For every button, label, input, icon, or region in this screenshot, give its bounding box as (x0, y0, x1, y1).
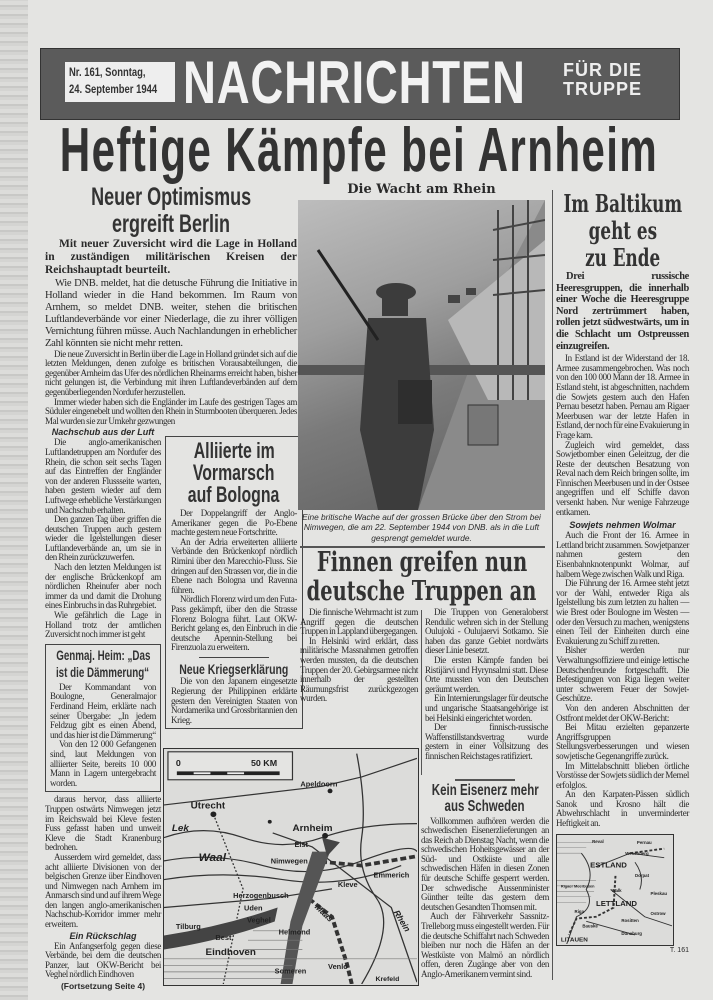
label-maas: Maas (312, 902, 336, 924)
baltikum-body: In Estland ist der Widerstand der 18. Armee zusammengebrochen. Was noch von den 100 000 Mann der 18. Armee in Estland steht, ist abgeschnitten, nachdem die Sowjets gestern auch den Hafen Pernau besetzt haben. Pernau am Rigaer Meerbusen war der letzte Hafen in Estland, der noch für eine Evakuierung in Frage kam. Zugleich wird gemeldet, dass Sowjetbomber einen Geleitzug, der die Reste der deutschen Besatzung von Reval nach dem Reich bringen sollte, im Finnischen Meerbusen und in der Ostsee angegriffen und elf Schiffe davon versenkt haben. Nur wenige Fahrzeuge entkamen. (556, 353, 689, 517)
label-veghel: Veghel (247, 915, 271, 925)
label-lettland: LETTLAND (595, 898, 638, 908)
subhead-nachschub: Nachschub aus der Luft (51, 427, 155, 438)
label-pernau: Pernau (636, 839, 652, 845)
label-rositten: Rositten (621, 917, 639, 923)
heim-headline-1: Genmaj. Heim: „Das (55, 646, 151, 663)
scale-start: 0 (175, 758, 181, 768)
label-pleskau: Pleskau (650, 890, 668, 896)
issue-date: 24. September 1944 (69, 84, 158, 96)
berlin-para-3: Immer wieder haben sich die Engländer im Laufe des gestrigen Tages am Süduler eingenebelt und wollten den Rhein in Sturmbooten überqueren. Jedes Mal wurden sie zur Umkehr gezwungen (45, 396, 297, 426)
berlin-headline-1: Neuer Optimismus (90, 183, 252, 211)
baltikum-headline (556, 190, 689, 271)
label-venlo: Venlo (328, 962, 348, 972)
bologna-body: Der Doppelangriff der Anglo-Amerikaner gegen die Po-Ebene machte gestern neue Fortschritte. An der Adria erweiterten alliierte Verbände den Brückenkopf nördlich Rimini über den Marecchio-Fluss. Sie dringen auf den Strassen vor, die in die Ebene nach Bologna und Ravenna führen. Nördlich Florenz wird um den Futa-Pass gekämpft, über den die Strasse Florenz Bologna führt. Laut OKW-Bericht gelang es, den Einbruch in die deutsche Apennin-Stellung bei Firenzuola zu erweitern. (171, 508, 297, 653)
map-baltic-drawing (557, 835, 672, 944)
label-herzogenbusch: Herzogenbusch (233, 891, 289, 901)
schweden-headline-2: aus Schweden (444, 797, 526, 815)
schweden-article (421, 779, 549, 980)
bologna-headline-2: Vormarsch (193, 460, 275, 485)
berlin-lead: Mit neuer Zuversicht wird die Lage in Holland in zuständigen militärischen Kreisen der Reichshauptadt beurteilt. (45, 238, 297, 277)
finnen-headline (298, 548, 546, 606)
label-helmond: Helmond (278, 927, 311, 937)
photo-image (298, 200, 545, 510)
right-column (556, 190, 689, 955)
berlin-headline-2: ergreift Berlin (111, 210, 231, 238)
issue-box (65, 62, 175, 102)
heim-headline-2: ist die Dämmerung“ (56, 663, 150, 680)
column-divider (552, 190, 553, 980)
photo-caption: Eine britische Wache auf der grossen Brücke über den Strom bei Nimwegen, die am 22. September 1944 von DNB. als in die Luft gesprengt gemeldet wurde. (302, 512, 541, 543)
map-credit: T. 161 (669, 946, 689, 954)
schweden-headline-1: Kein Eisenerz mehr (431, 781, 539, 799)
label-reval: Reval (592, 838, 604, 844)
label-nimwegen: Nimwegen (270, 856, 308, 866)
finnen-headline-2: deutsche Truppen an (307, 576, 537, 607)
divider (455, 779, 515, 781)
berlin-column-3: Ein Anfangserfolg gegen diese Verbände, bei dem die deutschen Panzer, laut OKW-Bericht bei Veghel nördlich Eindhoven (45, 940, 161, 980)
paper-edge (0, 0, 28, 1000)
baltikum-headline-2: geht es (588, 216, 657, 245)
issue-number: Nr. 161, Sonntag, (69, 67, 146, 79)
label-dunaburg: Dünaburg (621, 930, 642, 936)
label-arnheim: Arnheim (292, 823, 333, 834)
main-headline-wrap (40, 118, 678, 184)
finnen-left-column: Die finnische Wehrmacht ist zum Angriff gegen die deutschen Truppen in Lappland übergegangen. In Helsinki wird erklärt, dass militärische Massnahmen getroffen werden mussten, da die deutschen Truppen der 20. Gebirgsarmee nicht innerhalb der gestellten Räumungsfrist zurückgezogen wurden. (300, 607, 418, 704)
schweden-headline (421, 783, 549, 815)
label-lek: Lek (171, 823, 189, 834)
label-apeldoorn: Apeldoorn (300, 779, 338, 789)
divider (199, 657, 269, 659)
schweden-body: Vollkommen aufhören werden die schwedischen Eisenerzlieferungen an das Reich ab Dienstag Nacht, wenn die schwedischen Hoheitsgewässer an der Süd- und Ostküste und alle schwedischen Häfen in diesen Zonen für deutsche Schiffe gesperrt werden. Der schwedische Aussenminister Günther teilte das gestern dem deutschen Gesandten Thomsen mit. Auch der Fährverkehr Sassnitz-Trelleborg muss eingestellt werden. Für die deutsche Schiffahrt nach Schweden bleiben nur noch die Häfen an der Westküste von Malmö an nördlich offen, deren Zugänge aber von den Anglo-Amerikanern vermint sind. (421, 815, 549, 979)
label-litauen: LITAUEN (560, 936, 588, 943)
heim-body: Der Kommandant von Boulogne, Generalmajor Ferdinand Heim, erklärte nach seiner Übergabe: „In jedem Feldzug gibt es einen Abend, und das hier ist die Dämmerung“ Von den 12 000 Gefangenen sind, laut Meldungen von alliierter Seite, bereits 10 000 Mann in Lagern untergebracht worden. (50, 681, 156, 788)
map-holland-drawing (164, 749, 417, 984)
label-tilburg: Tilburg (175, 922, 201, 931)
berlin-headline (45, 184, 297, 238)
label-eindhoven: Eindhoven (205, 947, 256, 959)
masthead (40, 48, 680, 120)
berlin-para-2: Die neue Zuversicht in Berlin über die Lage in Holland gründet sich auf die letzten Meldungen, denen zufolge es britischen Vorausabteilungen, die gegenüber Arnheim das Ufer des nördlichen Rheinarms erreicht haben, bisher nicht gelungen ist, die Verbindung mit ihren Luftlandeverbänden auf dem gegenüberliegenden Nordufer herzustellen. (45, 348, 297, 397)
main-headline: Heftige Kämpfe bei Arnheim (59, 116, 659, 185)
map-holland (163, 748, 419, 986)
label-wesenberg: Wesenberg (625, 850, 649, 856)
label-rhein: Rhein (391, 908, 413, 934)
left-narrow-column (45, 426, 161, 992)
label-bauske: Bauske (582, 923, 598, 929)
label-walk: Walk (611, 888, 622, 893)
label-estland: ESTLAND (590, 860, 627, 870)
subhead-wolmar: Sowjets nehmen Wolmar (569, 520, 676, 531)
finnen-headline-1: Finnen greifen nun (316, 547, 528, 578)
subtitle-line-1: FÜR DIE (563, 60, 642, 80)
map-baltic (556, 834, 674, 946)
baltikum-headline-3: zu Ende (584, 243, 661, 272)
scale-end: 50 KM (250, 758, 278, 768)
berlin-column-2: daraus hervor, dass alliierte Truppen ostwärts Nimwegen jetzt im Reichswald bei Kleve festen Fuss gefasst haben und unweit Kleve die Stadt Kranenburg bedrohen. Ausserdem wird gemeldet, dass acht alliierte Divisionen von der belgischen Grenze über Eindhoven und Nimwegen nach Arnhem im Anmarsch sind und auf ihrem Wege den langen anglo-amerikanischen Nachschub-Korridor immer mehr erweitern. (45, 794, 161, 930)
label-dorpat: Dorpat (634, 872, 650, 878)
photo-heading: Die Wacht am Rhein (347, 182, 496, 197)
continued-note: (Fortsetzung Seite 4) (60, 981, 146, 992)
subtitle-line-2: TRUPPE (563, 79, 643, 99)
bologna-headline-3: auf Bologna (188, 482, 280, 507)
baltikum-headline-1: Im Baltikum (563, 189, 682, 218)
finnen-right-column: Die Truppen von Generaloberst Rendulic wehren sich in der Stellung Oulujoki - Oulujaervi Sotkamo. Sie haben das ganze Gebiet nordwärts dieser Linie besetzt. Die ersten Kämpfe fanden bei Ristijärvi und Hyrynsalmi statt. Diese Orte mussten von den Deutschen geräumt werden. Ein Internierungslager für deutsche und ungarische Staatsangehörige ist bei Helsinki eingerichtet worden. Der finnisch-russische Waffenstillstandsvertrag wurde gestern in einer Vollsitzung des finnischen Reichstages ratifiziert. (425, 607, 548, 761)
label-waal: Waal (198, 852, 227, 864)
column-divider (421, 610, 422, 775)
label-someren: Someren (274, 966, 307, 976)
heim-box (45, 644, 161, 793)
wolmar-body: Auch die Front der 16. Armee in Lettland bricht zusammen. Sowjetpanzer nahmen gestern den Eisenbahnknotenpunkt Wolmar, auf halbem Wege zwischen Walk und Riga. Die Führung der 16. Armee steht jetzt vor der Wahl, entweder Riga als Igelstellung bis zum letzten zu halten — wie Brest oder Boulogne im Westen — oder den Versuch zu machen, wenigstens einen Teil der Einheiten durch eine Evakuierung zu Schiff zu retten. Bisher werden nur Verwaltungsoffiziere und einige lettische Deutschenfreunde fortgeschafft. Die Befestigungen von Riga liegen weiter unter schwerem Feuer der Sowjet-Geschütze. Von den anderen Abschnitten der Ostfront meldet der OKW-Bericht: Bei Mitau erzielten gepanzerte Angriffsgruppen Stellungsverbesserungen und wiesen sowjetische Gegenangriffe zurück. Im Mittelabschnitt blieben örtliche Vorstösse der Sowjets südlich der Memel erfolglos. An den Karpaten-Pässen südlich Sanok und Krosno hält die Abwehrschlacht in unverminderter Heftigkeit an. (556, 530, 689, 829)
subhead-rueckschlag: Ein Rückschlag (69, 930, 137, 941)
label-ostrow: Ostrow (650, 910, 666, 916)
label-krefeld: Krefeld (375, 976, 400, 984)
label-emmerich: Emmerich (373, 870, 410, 880)
label-utrecht: Utrecht (190, 800, 226, 812)
label-rigaer-meerbusen: Rigaer Meerbusen (560, 884, 595, 889)
label-best: Best (215, 933, 232, 943)
label-uden: Uden (244, 903, 263, 913)
label-riga: Riga (574, 908, 585, 914)
kriegserklaerung-body: Die von den Japanern eingesetzte Regierung der Philippinen erklärte gestern den Vereinigten Staaten von Nordamerika und Grossbritannien den Krieg. (171, 676, 297, 725)
bologna-headline-1: Alliierte im (193, 438, 275, 463)
label-kleve: Kleve (337, 880, 358, 889)
bologna-box (165, 436, 303, 729)
berlin-para-1: Wie DNB. meldet, hat die detusche Führung die Initiative in Holland wieder in die Hand bekommen. Im Raum von Arnhem, so meldet DNB. weiter, stehen die britischen Luftlandeverbände vor einer Niederlage, die zu ihrer völligen Vernichtung führen müsse. Auch Nachlandungen in erheblicher Zahl könnten sie nicht mehr retten. (45, 277, 297, 349)
label-elst: Elst (294, 840, 309, 849)
kriegserklaerung-headline: Neue Kriegserklärung (179, 661, 289, 678)
newspaper-subtitle (563, 61, 642, 99)
photo-soldier-bridge (298, 200, 545, 510)
baltikum-lead: Drei russische Heeresgruppen, die innerhalb einer Woche die Heeresgruppe Nord zertrümmert haben, rollen jetzt südwestwärts, um in die Schlacht um Ostpreussen einzugreifen. (556, 271, 689, 352)
newspaper-title: NACHRICHTEN (183, 49, 526, 116)
berlin-column-1: Die anglo-amerikanischen Luftlandetruppen am Nordufer des Rhein, die schon seit sechs Tagen auf das Eintreffen der Engländer von der anderen Flussseite warten, haben gestern wieder auf dem Luftwege erhebliche Verstärkungen und Nachschub erhalten. Den ganzen Tag über griffen die deutschen Truppen auch gestern wieder die Igelstellungen dieser Luftlandeverbände an, um sie in den Rhein zurückzuwerfen. Nach den letzten Meldungen ist der englische Brückenkopf am nördlichen Rheinufer aber noch immer da und damit die Drohung eines Einbruchs in das Ruhrgebiet. Wie gefährlich die Lage in Holland trotz der amtlichen Zuversicht noch immer ist geht (45, 437, 161, 640)
